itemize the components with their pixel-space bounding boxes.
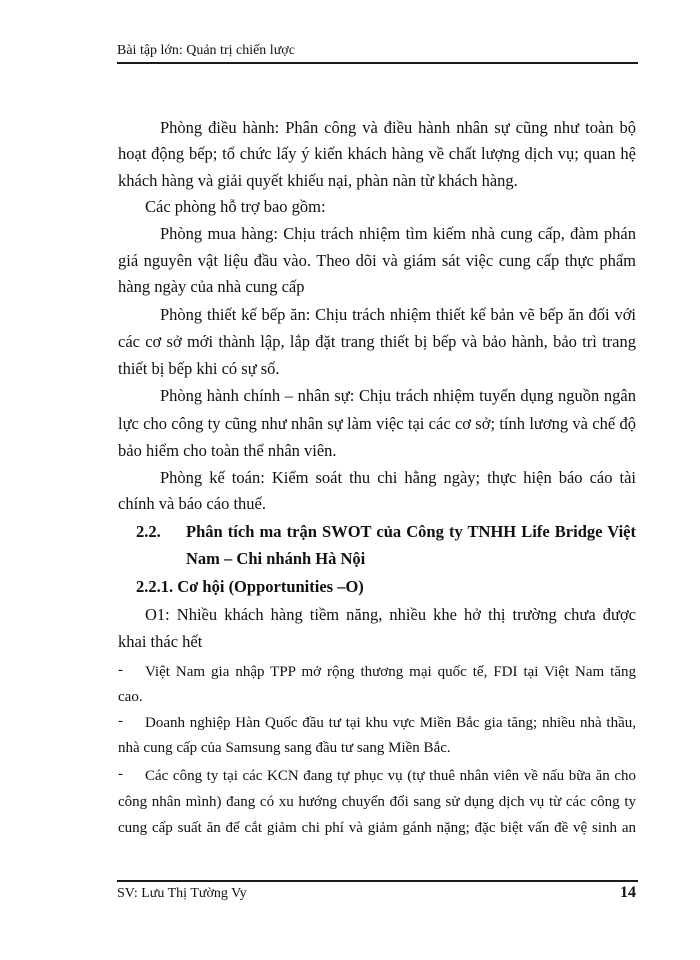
paragraph-line: O1: Nhiều khách hàng tiềm năng, nhiều khe hở thị trường chưa được [145,605,636,624]
paragraph-line: Phòng kế toán: Kiểm soát thu chi hằng ngày; thực hiện báo cáo tài [160,468,636,487]
page-number: 14 [620,884,636,901]
paragraph-line: các cơ sở mới thành lập, lắp đặt trang thiết bị bếp và bảo hành, bảo trì trang [118,332,636,351]
paragraph-line: giá nguyên vật liệu đầu vào. Theo dõi và giám sát việc cung cấp thực phẩm [118,251,636,270]
paragraph-line: hàng ngày của nhà cung cấp [118,277,305,296]
bullet-marker: - [118,662,123,678]
paragraph-line: Phòng điều hành: Phân công và điều hành nhân sự cũng như toàn bộ [160,118,636,137]
paragraph-line: Phòng thiết kế bếp ăn: Chịu trách nhiệm thiết kế bản vẽ bếp ăn đối với [160,305,636,324]
paragraph-line: khách hàng và giải quyết khiếu nại, phàn nàn từ khách hàng. [118,171,518,190]
paragraph-line: chính và báo cáo thuế. [118,494,266,513]
paragraph-line: thiết bị bếp khi có sự số. [118,359,280,378]
footer-divider [117,880,638,882]
paragraph-line: Phòng hành chính – nhân sự: Chịu trách nhiệm tuyển dụng nguồn ngân [160,386,636,405]
paragraph-line: Các phòng hỗ trợ bao gồm: [145,197,326,216]
paragraph-line: hoạt động bếp; tổ chức lấy ý kiến khách hàng về chất lượng dịch vụ; quan hệ [118,144,636,163]
paragraph-line: Phòng mua hàng: Chịu trách nhiệm tìm kiếm nhà cung cấp, đàm phán [160,224,636,243]
paragraph-line: lực cho công ty cũng như nhân sự làm việc tại các cơ sở; tính lương và chế độ [118,414,636,433]
bullet-line: công nhân mình) đang có xu hướng chuyển đổi sang sử dụng dịch vụ từ các công ty [118,794,636,810]
bullet-line: Doanh nghiệp Hàn Quốc đầu tư tại khu vực Miền Bắc gia tăng; nhiều nhà thầu, [145,715,636,731]
bullet-line: cung cấp suất ăn để cắt giảm chi phí và giảm gánh nặng; đặc biệt vấn đề vệ sinh an [118,820,636,836]
bullet-line: nhà cung cấp của Samsung sang đầu tư sang Miền Bắc. [118,740,451,756]
paragraph-line: bảo hiểm cho toàn thể nhân viên. [118,441,337,460]
section-heading: Nam – Chi nhánh Hà Nội [186,549,366,568]
footer-author: SV: Lưu Thị Tường Vy [117,886,247,901]
bullet-marker: - [118,766,123,782]
section-number: 2.2. [136,522,161,541]
subsection-heading: 2.2.1. Cơ hội (Opportunities –O) [136,577,364,596]
paragraph-line: khai thác hết [118,632,203,651]
bullet-marker: - [118,713,123,729]
page-header-title: Bài tập lớn: Quản trị chiến lược [117,43,295,58]
bullet-line: cao. [118,689,143,705]
bullet-line: Các công ty tại các KCN đang tự phục vụ (tự thuê nhân viên về nấu bữa ăn cho [145,768,636,784]
bullet-line: Việt Nam gia nhập TPP mở rộng thương mại quốc tế, FDI tại Việt Nam tăng [145,664,636,680]
header-divider [117,62,638,64]
section-heading: Phân tích ma trận SWOT của Công ty TNHH Life Bridge Việt [186,522,636,541]
